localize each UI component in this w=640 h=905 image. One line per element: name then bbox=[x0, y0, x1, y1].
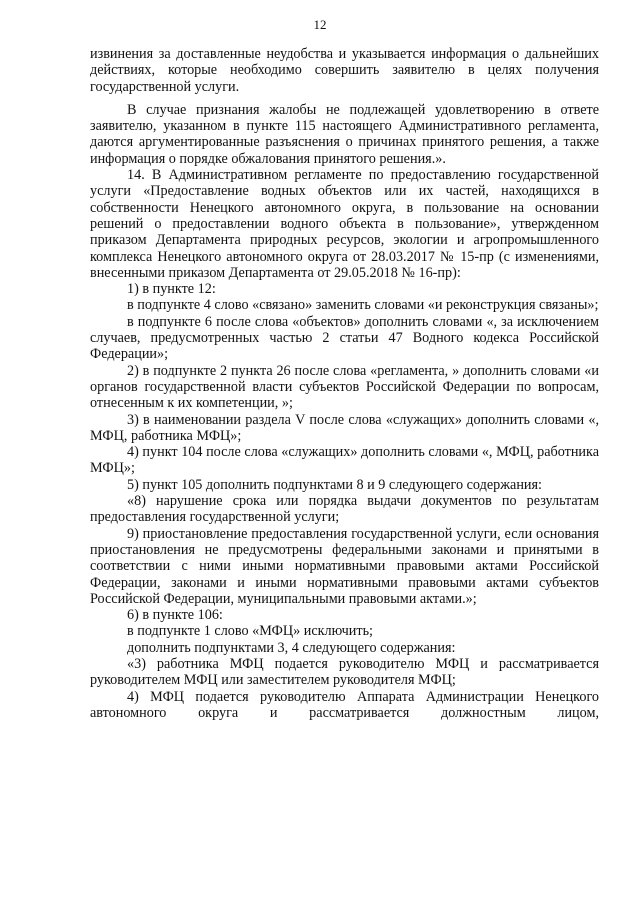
paragraph: 4) пункт 104 после слова «служащих» дополнить словами «, МФЦ, работника МФЦ»; bbox=[90, 444, 599, 477]
paragraph: 2) в подпункте 2 пункта 26 после слова «регламента, » дополнить словами «и органов государственной власти субъектов Российской Федерации по вопросам, отнесенным к их компетенции, »; bbox=[90, 362, 599, 412]
paragraph: 1) в пункте 12: bbox=[127, 281, 216, 298]
paragraph: 4) МФЦ подается руководителю Аппарата Администрации Ненецкого автономного округа и рассматривается должностным лицом, bbox=[90, 688, 599, 721]
document-body bbox=[90, 46, 599, 721]
paragraph: В случае признания жалобы не подлежащей удовлетворению в ответе заявителю, указанном в пункте 115 настоящего Административного регламента, даются аргументированные разъяснения о причинах принятого решения, а также информация о порядке обжалования принятого решения.». bbox=[90, 101, 599, 167]
paragraph: «3) работника МФЦ подается руководителю МФЦ и рассматривается руководителем МФЦ или заместителем руководителя МФЦ; bbox=[90, 655, 599, 689]
paragraph: 3) в наименовании раздела V после слова «служащих» дополнить словами «, МФЦ, работника МФЦ»; bbox=[90, 411, 599, 444]
paragraph: 5) пункт 105 дополнить подпунктами 8 и 9 следующего содержания: bbox=[127, 476, 542, 493]
page-number: 12 bbox=[313, 17, 327, 32]
paragraph: 14. В Административном регламенте по предоставлению государственной услуги «Предоставление водных объектов или их частей, находящихся в собственности Ненецкого автономного округа, в пользование на основании решений о предоставлении водного объекта в пользование», утвержденном приказом Департамента природных ресурсов, экологии и агропромышленного комплекса Ненецкого автономного округа от 28.03.2017 № 15-пр (с изменениями, внесенными приказом Департамента от 29.05.2018 № 16-пр): bbox=[90, 167, 599, 281]
paragraph: 6) в пункте 106: bbox=[127, 607, 223, 624]
paragraph: дополнить подпунктами 3, 4 следующего содержания: bbox=[127, 639, 456, 656]
paragraph: 9) приостановление предоставления государственной услуги, если основания приостановления не предусмотрены федеральными законами и принятыми в соответствии с ними иными нормативными правовыми актами Российской Федерации, законами и иными нормативными правовыми актами субъектов Российской Федерации, муниципальными правовыми актами.»; bbox=[90, 525, 599, 607]
paragraph: извинения за доставленные неудобства и указывается информация о дальнейших действиях, которые необходимо совершить заявителю в целях получения государственной услуги. bbox=[90, 46, 599, 95]
paragraph: в подпункте 6 после слова «объектов» дополнить словами «, за исключением случаев, предусмотренных частью 2 статьи 47 Водного кодекса Российской Федерации»; bbox=[90, 313, 599, 363]
paragraph: в подпункте 1 слово «МФЦ» исключить; bbox=[127, 623, 374, 640]
paragraph: в подпункте 4 слово «связано» заменить словами «и реконструкция связаны»; bbox=[127, 297, 599, 314]
paragraph: «8) нарушение срока или порядка выдачи документов по результатам предоставления государственной услуги; bbox=[90, 493, 599, 526]
